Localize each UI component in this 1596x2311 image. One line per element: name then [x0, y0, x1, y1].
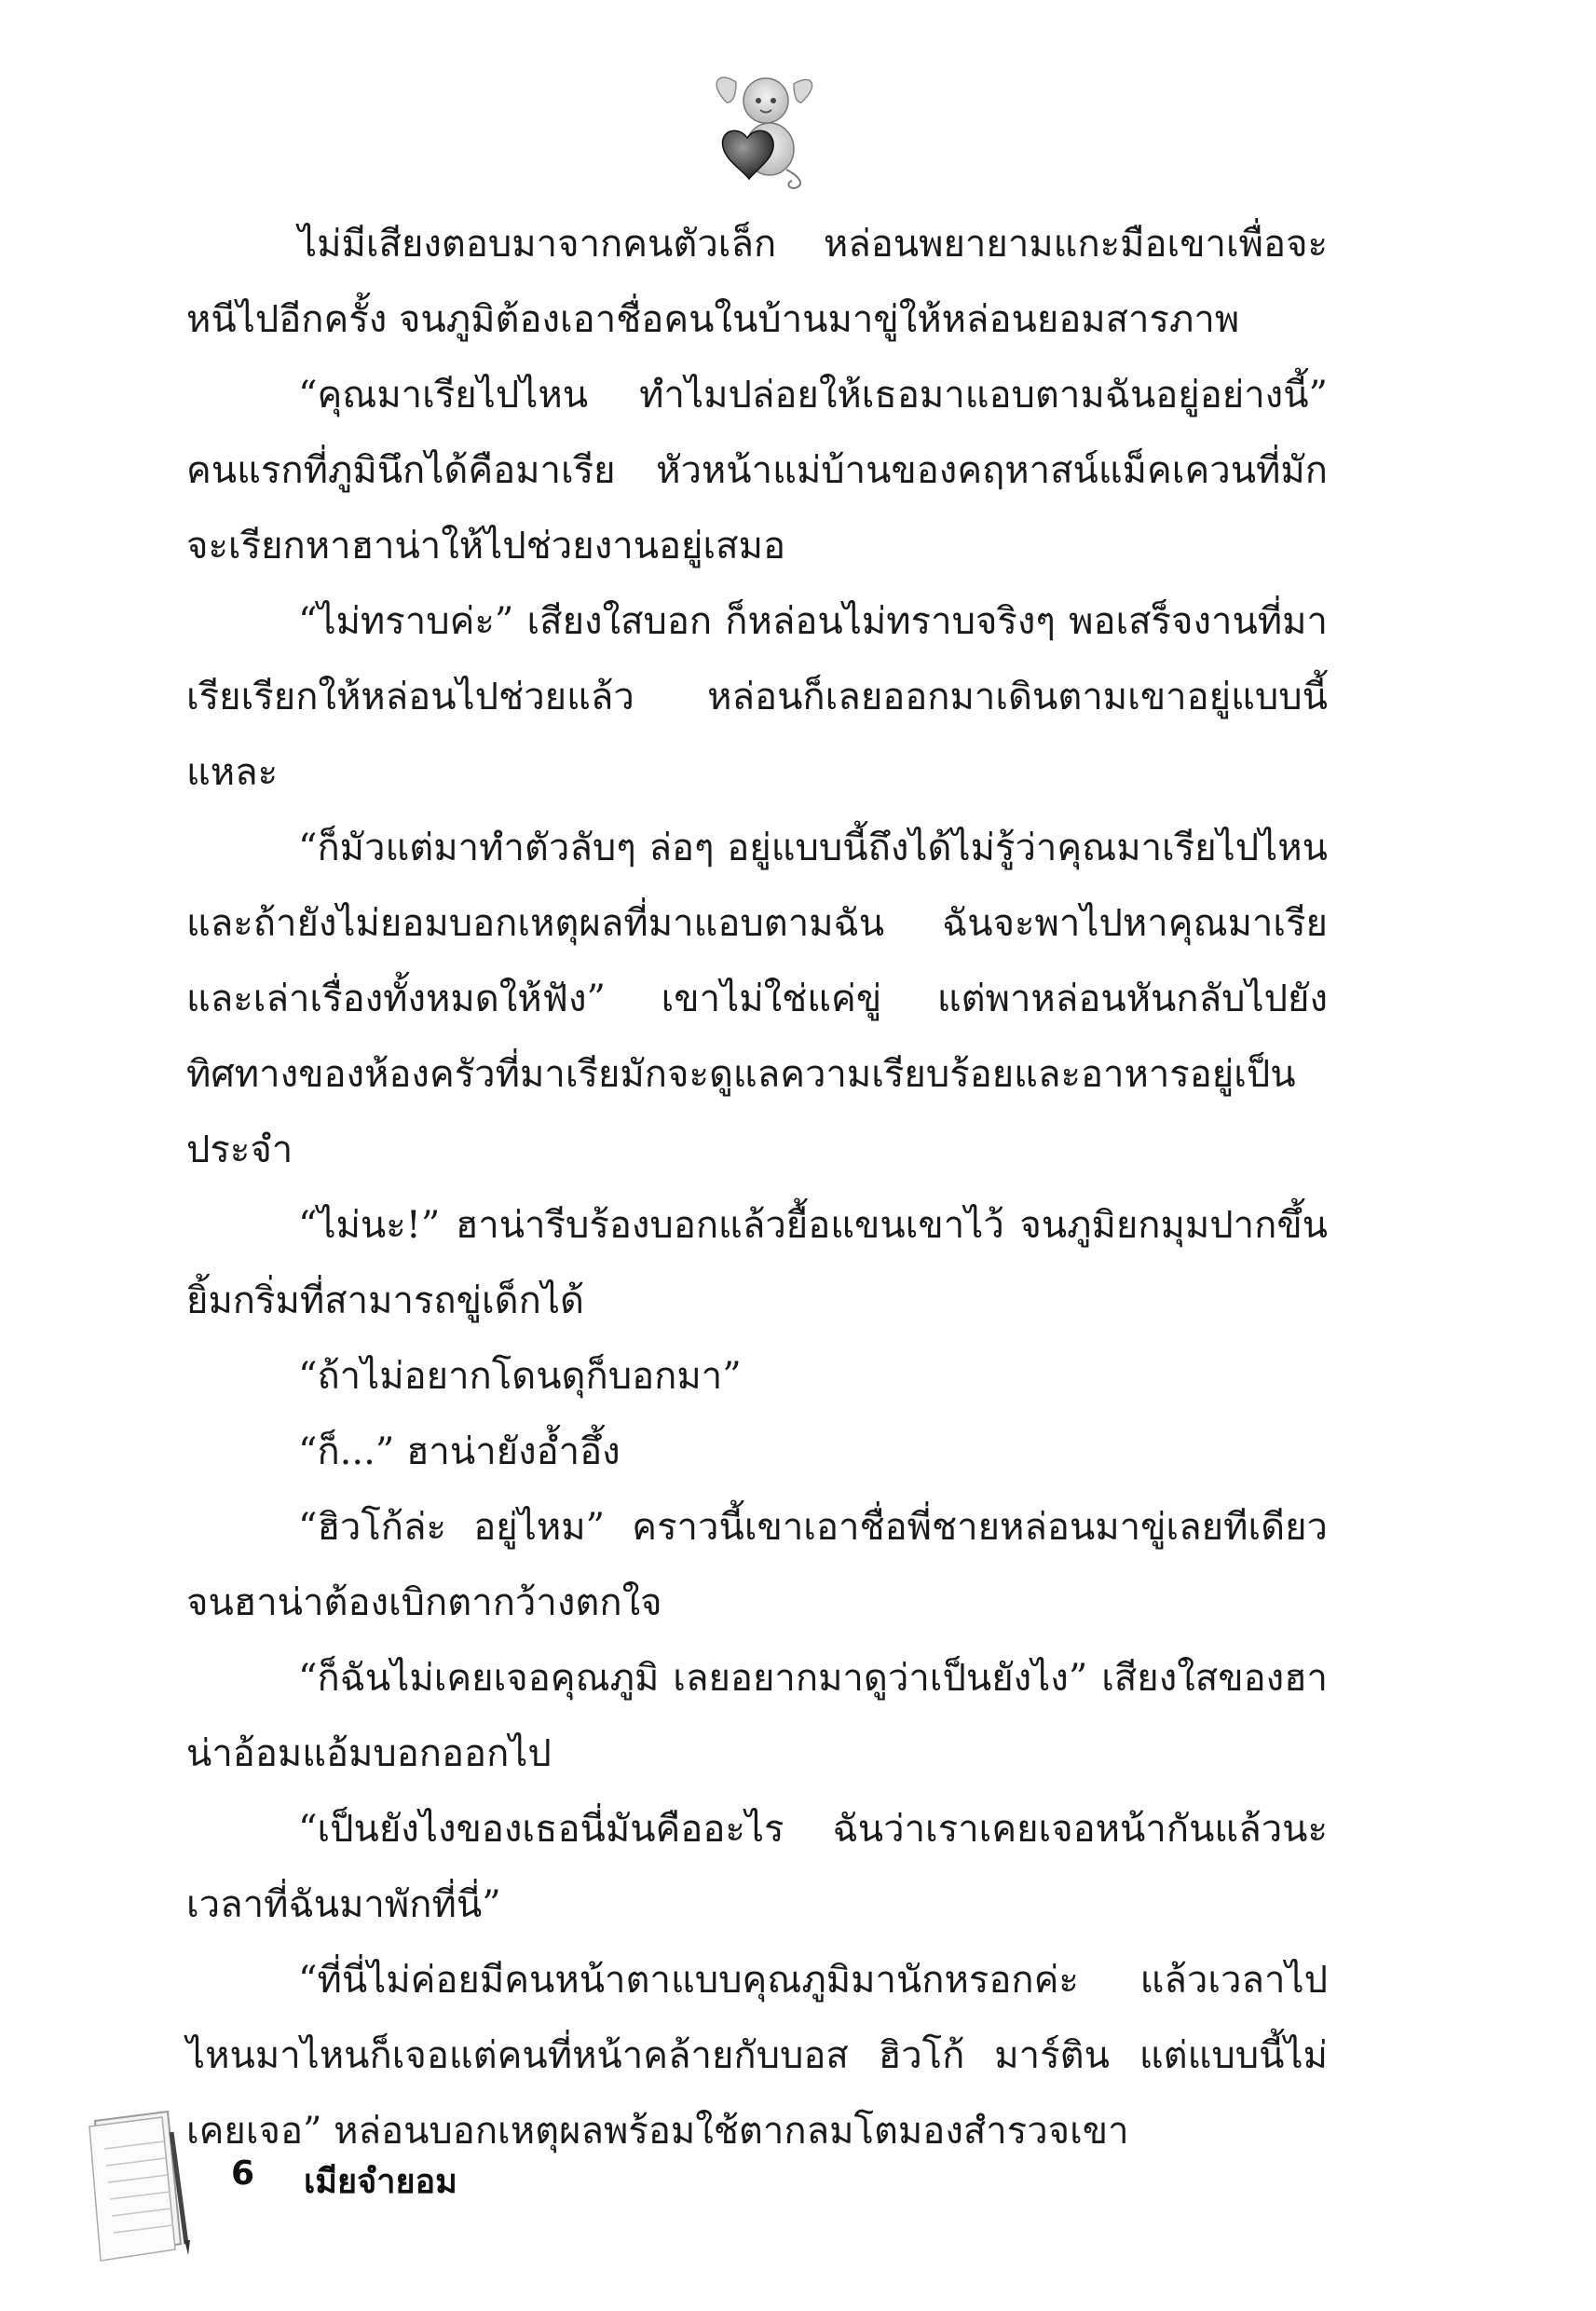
paragraph: “ก็ฉันไม่เคยเจอคุณภูมิ เลยอยากมาดูว่าเป็นยังไง” เสียงใสของฮาน่าอ้อมแอ้มบอกออกไป: [186, 1657, 1328, 1775]
paragraph: “ไม่นะ!” ฮาน่ารีบร้องบอกแล้วยื้อแขนเขาไว้ จนภูมิยกมุมปากขึ้นยิ้มกริ่มที่สามารถขู่เด็กได้: [186, 1204, 1328, 1322]
book-title: เมียจำยอม: [304, 2163, 457, 2201]
notebook-pencil-icon: [82, 2104, 194, 2263]
page-number: 6: [231, 2154, 255, 2193]
paragraph: “ก็มัวแต่มาทำตัวลับๆ ล่อๆ อยู่แบบนี้ถึงได้ไม่รู้ว่าคุณมาเรียไปไหน และถ้ายังไม่ยอมบอกเหตุผลที่มาแอบตามฉัน ฉันจะพาไปหาคุณมาเรียและเล่าเรื่องทั้งหมดให้ฟัง” เขาไม่ใช่แค่ขู่ แต่พาหล่อนหันกลับไปยังทิศทางของห้องครัวที่มาเรียมักจะดูแลความเรียบร้อยและอาหารอยู่เป็นประจำ: [186, 827, 1328, 1171]
body-text: [186, 207, 1328, 2169]
paragraph: “ไม่ทราบค่ะ” เสียงใสบอก ก็หล่อนไม่ทราบจริงๆ พอเสร็จงานที่มาเรียเรียกให้หล่อนไปช่วยแล้ว หล่อนก็เลยออกมาเดินตามเขาอยู่แบบนี้แหละ: [186, 600, 1328, 794]
paragraph: “คุณมาเรียไปไหน ทำไมปล่อยให้เธอมาแอบตามฉันอยู่อย่างนี้” คนแรกที่ภูมินึกได้คือมาเรีย หัวหน้าแม่บ้านของคฤหาสน์แม็คเควนที่มักจะเรียกหาฮาน่าให้ไปช่วยงานอยู่เสมอ: [186, 374, 1328, 567]
paragraph: “เป็นยังไงของเธอนี่มันคืออะไร ฉันว่าเราเคยเจอหน้ากันแล้วนะ เวลาที่ฉันมาพักที่นี่”: [186, 1808, 1328, 1926]
cupid-with-heart-icon: [708, 65, 820, 196]
paragraph: “ฮิวโก้ล่ะ อยู่ไหม” คราวนี้เขาเอาชื่อพี่ชายหล่อนมาขู่เลยทีเดียว จนฮาน่าต้องเบิกตากว้างตกใจ: [186, 1506, 1328, 1624]
paragraph: “ที่นี่ไม่ค่อยมีคนหน้าตาแบบคุณภูมิมานักหรอกค่ะ แล้วเวลาไปไหนมาไหนก็เจอแต่คนที่หน้าคล้ายกับบอส ฮิวโก้ มาร์ติน แต่แบบนี้ไม่เคยเจอ” หล่อนบอกเหตุผลพร้อมใช้ตากลมโตมองสำรวจเขา: [186, 1959, 1328, 2153]
paragraph: ไม่มีเสียงตอบมาจากคนตัวเล็ก หล่อนพยายามแกะมือเขาเพื่อจะหนีไปอีกครั้ง จนภูมิต้องเอาชื่อคนในบ้านมาขู่ให้หล่อนยอมสารภาพ: [186, 223, 1328, 341]
paragraph: “ถ้าไม่อยากโดนดุก็บอกมา”: [298, 1355, 742, 1398]
paragraph: “ก็...” ฮาน่ายังอ้ำอึ้ง: [298, 1430, 621, 1473]
